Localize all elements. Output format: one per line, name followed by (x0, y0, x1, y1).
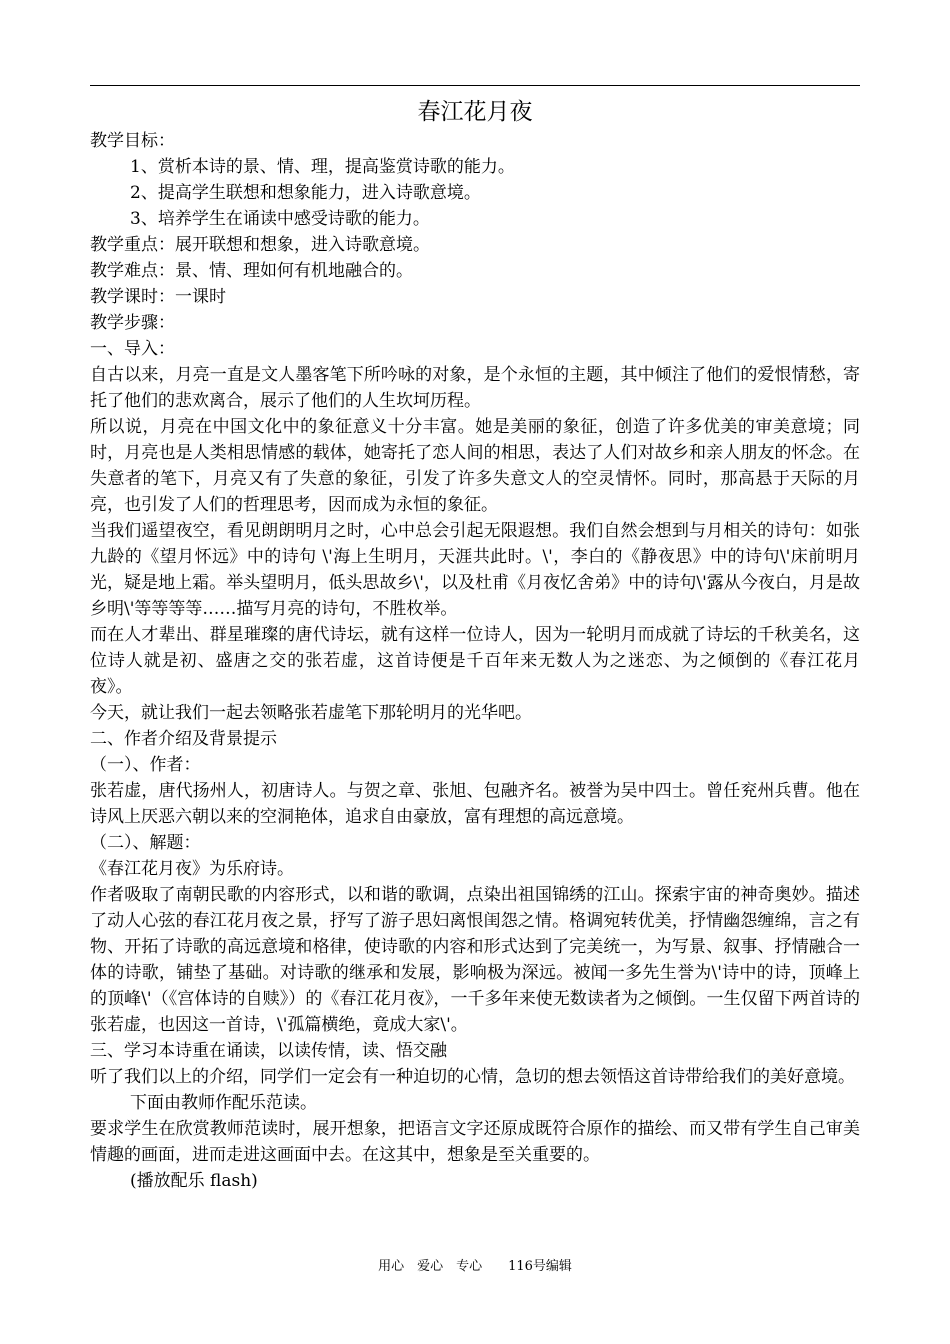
paragraph: 今天，就让我们一起去领略张若虚笔下那轮明月的光华吧。 (90, 703, 532, 723)
paragraph: 下面由教师作配乐范读。 (130, 1093, 317, 1113)
paragraph: 2、提高学生联想和想象能力，进入诗歌意境。 (130, 183, 481, 203)
document-body (90, 128, 860, 1194)
paragraph: 听了我们以上的介绍，同学们一定会有一种迫切的心情，急切的想去领悟这首诗带给我们的美好意境。 (90, 1067, 855, 1087)
paragraph: 作者吸取了南朝民歌的内容形式，以和谐的歌调，点染出祖国锦绣的江山。探索宇宙的神奇奥妙。描述了动人心弦的春江花月夜之景，抒写了游子思妇离恨闺怨之情。格调宛转优美，抒情幽怨缠绵，言之有物、开拓了诗歌的高远意境和格律，使诗歌的内容和形式达到了完美统一，为写景、叙事、抒情融合一体的诗歌，铺垫了基础。对诗歌的继承和发展，影响极为深远。被闻一多先生誉为\'诗中的诗，顶峰上的顶峰\'（《宫体诗的自赎》）的《春江花月夜》，一千多年来使无数读者为之倾倒。一生仅留下两首诗的张若虚，也因这一首诗，\'孤篇横绝，竟成大家\'。 (90, 885, 860, 1035)
paragraph: 1、赏析本诗的景、情、理，提高鉴赏诗歌的能力。 (130, 157, 515, 177)
paragraph: 张若虚，唐代扬州人，初唐诗人。与贺之章、张旭、包融齐名。被誉为吴中四士。曾任兖州兵曹。他在诗风上厌恶六朝以来的空洞艳体，追求自由豪放，富有理想的高远意境。 (90, 781, 860, 827)
paragraph: （二）、解题： (90, 833, 201, 853)
paragraph: 教学目标： (90, 131, 175, 151)
page-footer: 用心 爱心 专心 116号编辑 (378, 1259, 572, 1274)
paragraph: 教学重点：展开联想和想象，进入诗歌意境。 (90, 235, 430, 255)
paragraph: 教学课时：一课时 (90, 287, 226, 307)
paragraph: 一、导入： (90, 339, 175, 359)
paragraph: 3、培养学生在诵读中感受诗歌的能力。 (130, 209, 430, 229)
paragraph: 自古以来，月亮一直是文人墨客笔下所吟咏的对象，是个永恒的主题，其中倾注了他们的爱恨情愁，寄托了他们的悲欢离合，展示了他们的人生坎坷历程。 (90, 365, 860, 411)
document-title: 春江花月夜 (417, 99, 533, 125)
header-rule (90, 85, 860, 86)
paragraph: 而在人才辈出、群星璀璨的唐代诗坛，就有这样一位诗人，因为一轮明月而成就了诗坛的千秋美名，这位诗人就是初、盛唐之交的张若虚，这首诗便是千百年来无数人为之迷恋、为之倾倒的《春江花月夜》。 (90, 625, 860, 697)
paragraph: 《春江花月夜》为乐府诗。 (90, 859, 294, 879)
paragraph: 三、学习本诗重在诵读，以读传情，读、悟交融 (90, 1041, 447, 1061)
paragraph: (播放配乐 flash) (130, 1171, 258, 1191)
paragraph: 当我们遥望夜空，看见朗朗明月之时，心中总会引起无限遐想。我们自然会想到与月相关的诗句：如张九龄的《望月怀远》中的诗句 \'海上生明月，天涯共此时。\'，李白的《静夜思》中的诗句\'床前明月光，疑是地上霜。举头望明月，低头思故乡\'，以及杜甫《月夜忆舍弟》中的诗句\'露从今夜白，月是故乡明\'等等等等……描写月亮的诗句，不胜枚举。 (90, 521, 860, 619)
paragraph: 二、作者介绍及背景提示 (90, 729, 277, 749)
paragraph: 教学步骤： (90, 313, 175, 333)
paragraph: 教学难点：景、情、理如何有机地融合的。 (90, 261, 413, 281)
paragraph: 要求学生在欣赏教师范读时，展开想象，把语言文字还原成既符合原作的描绘、而又带有学生自己审美情趣的画面，进而走进这画面中去。在这其中，想象是至关重要的。 (90, 1119, 860, 1165)
paragraph: （一）、作者： (90, 755, 201, 775)
paragraph: 所以说，月亮在中国文化中的象征意义十分丰富。她是美丽的象征，创造了许多优美的审美意境；同时，月亮也是人类相思情感的载体，她寄托了恋人间的相思，表达了人们对故乡和亲人朋友的怀念。在失意者的笔下，月亮又有了失意的象征，引发了许多失意文人的空灵情怀。同时，那高悬于天际的月亮，也引发了人们的哲理思考，因而成为永恒的象征。 (90, 417, 860, 515)
